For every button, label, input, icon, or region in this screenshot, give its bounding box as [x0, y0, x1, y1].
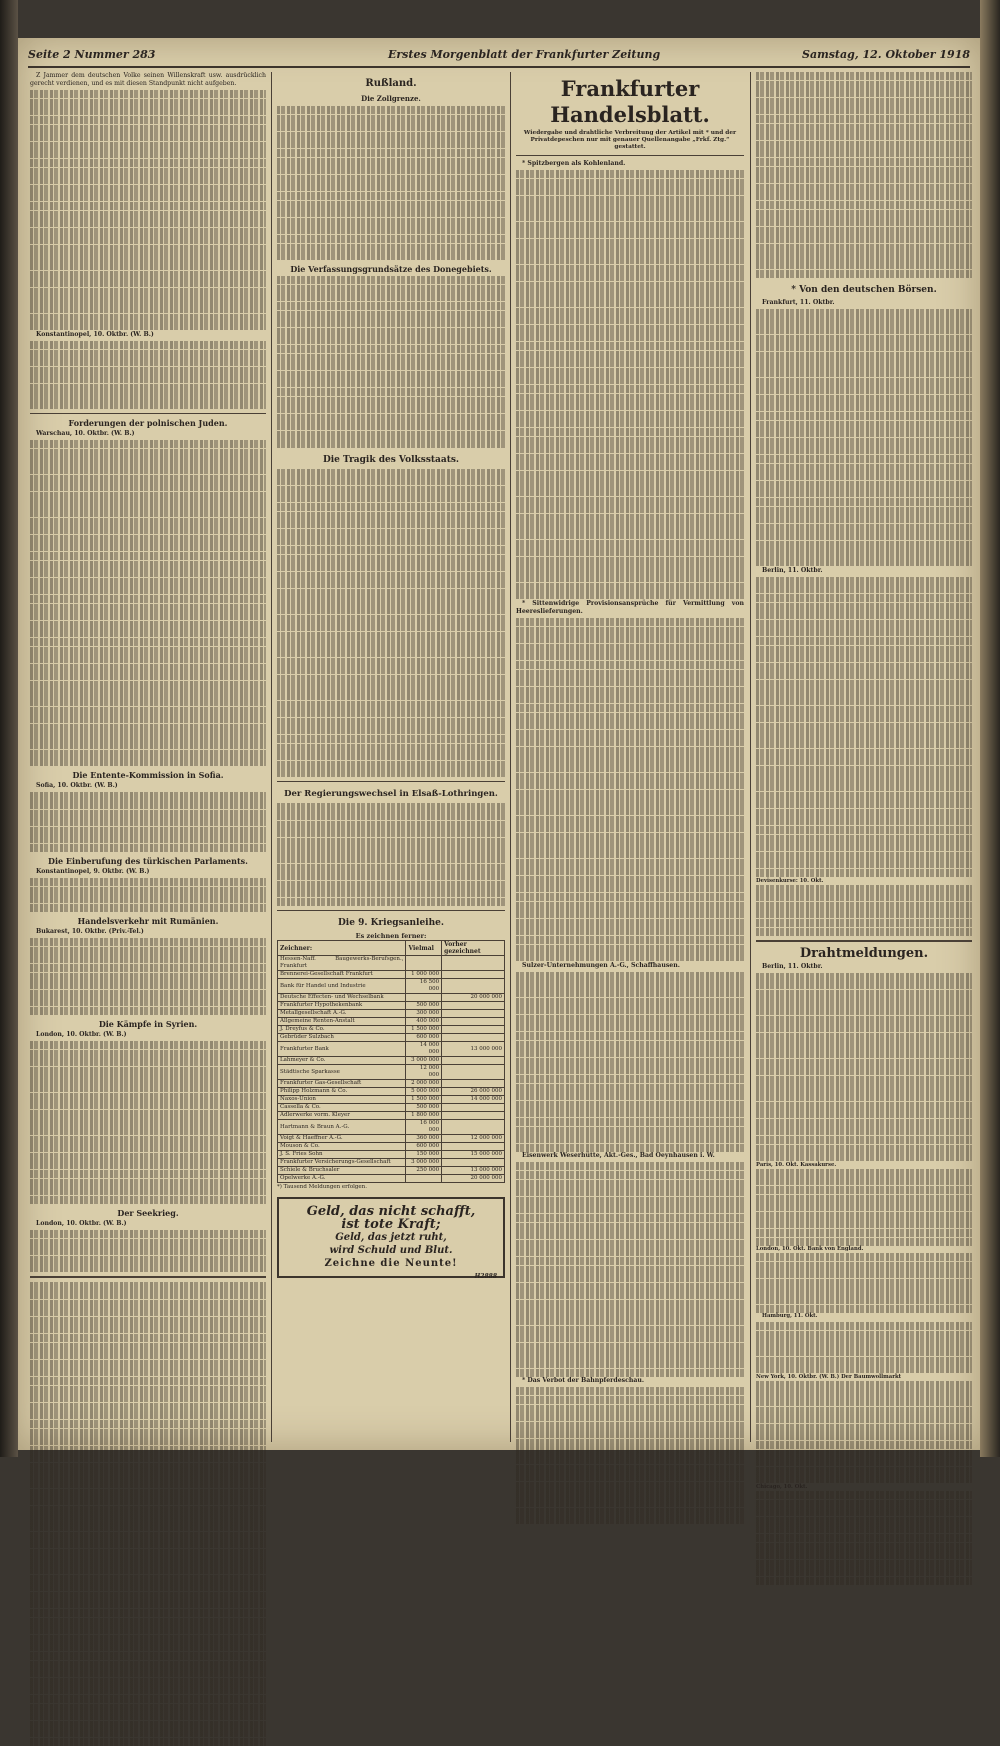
body-text: [277, 106, 505, 260]
body-text: [30, 878, 266, 912]
loan-row: [278, 1167, 505, 1175]
loan-amount: [442, 1010, 505, 1018]
loan-subscriber: Voigt & Haeffner A.-G.: [278, 1135, 406, 1143]
headline: * Von den deutschen Börsen.: [791, 284, 937, 295]
loan-amount: 15 000 000: [442, 1151, 505, 1159]
loan-subscriber: Metallgesellschaft A.-G.: [278, 1010, 406, 1018]
loan-subscriber: Brennerei-Gesellschaft Frankfurt: [278, 971, 406, 979]
loan-amount: 16 000 000: [406, 1120, 442, 1135]
loan-row: [278, 1096, 505, 1104]
ad-line: Geld, das nicht schafft,: [306, 1204, 476, 1220]
loan-row: [278, 1010, 505, 1018]
headline: Forderungen der polnischen Juden.: [68, 418, 228, 429]
loan-subscriber: Hartmann & Braun A.-G.: [278, 1120, 406, 1135]
market-label: London, 10. Okt. Bank von England.: [756, 1246, 864, 1253]
loan-amount: [442, 1104, 505, 1112]
headline: Die Tragik des Volksstaats.: [322, 454, 460, 465]
body-text: [756, 577, 972, 877]
headline: Die 9. Kriegsanleihe.: [337, 918, 445, 929]
loan-footnote: *) Tausend Meldungen erfolgen.: [277, 1184, 367, 1191]
article-title: Eisenwerk Weserhütte, Akt.-Ges., Bad Oeynhausen i. W.: [522, 1152, 715, 1160]
body-text: [30, 1230, 266, 1272]
loan-subscriber: Frankfurter Versicherungs-Gesellschaft: [278, 1159, 406, 1167]
loan-amount: [406, 1175, 442, 1183]
loan-row: [278, 1112, 505, 1120]
book-binding: [0, 0, 18, 1457]
loan-row: [278, 1088, 505, 1096]
loan-amount: 1 500 000: [406, 1096, 442, 1104]
loan-amount: 14 000 000: [442, 1096, 505, 1104]
headline: Rußland.: [365, 78, 417, 89]
body-text: [30, 440, 266, 766]
article-title: * Sittenwidrige Provisionsansprüche für Vermittlung von Heereslieferungen.: [516, 599, 744, 615]
body-text: [30, 792, 266, 852]
body-text: [277, 469, 505, 778]
loan-row: [278, 1151, 505, 1159]
headline: Die Zollgrenze.: [361, 94, 421, 103]
loan-row: [278, 1104, 505, 1112]
market-label: Devisenkurse: 10. Okt.: [756, 877, 824, 884]
loan-amount: 3 000 000: [406, 1159, 442, 1167]
column-2: [277, 72, 505, 1442]
loan-row: [278, 1002, 505, 1010]
loan-amount: 20 000 000: [442, 1175, 505, 1183]
loan-subscriber: Gebrüder Sulzbach: [278, 1034, 406, 1042]
loan-col-header: Vorher gezeichnet: [442, 941, 505, 956]
section-masthead: Frankfurter Handelsblatt.: [550, 76, 710, 127]
loan-amount: [442, 1057, 505, 1065]
loan-amount: 12 000 000: [406, 1065, 442, 1080]
loan-subscriber: Allgemeine Renten-Anstalt: [278, 1018, 406, 1026]
loan-amount: 1 000 000: [406, 971, 442, 979]
loan-amount: [442, 956, 505, 971]
loan-subscriber: Deutsche Effecten- und Wechselbank: [278, 994, 406, 1002]
loan-subscriber: Mouson & Co.: [278, 1143, 406, 1151]
loan-subtitle: Es zeichnen ferner:: [355, 932, 427, 941]
headline: Die Einberufung des türkischen Parlaments.: [48, 856, 248, 867]
loan-amount: 13 000 000: [442, 1167, 505, 1175]
loan-row: [278, 1159, 505, 1167]
loan-subscriber: Hessen-Naff. Baugewerks-Berufsgen., Frankfurt: [278, 956, 406, 971]
loan-amount: [442, 971, 505, 979]
ad-line: Geld, das jetzt ruht,: [335, 1232, 447, 1244]
loan-row: [278, 994, 505, 1002]
body-text: [516, 170, 744, 599]
loan-amount: 2 000 000: [406, 1080, 442, 1088]
body-text: [516, 618, 744, 961]
market-label: Chicago, 10. Okt.: [756, 1483, 808, 1490]
dateline: Hamburg, 11. Okt.: [762, 1313, 818, 1320]
body-text: [30, 938, 266, 1015]
loan-amount: 360 000: [406, 1135, 442, 1143]
article-title: * Spitzbergen als Kohlenland.: [522, 160, 626, 167]
loan-amount: 500 000: [406, 1104, 442, 1112]
loan-amount: 300 000: [406, 1010, 442, 1018]
loan-row: [278, 1057, 505, 1065]
feuilleton-text: [30, 1282, 266, 1746]
dateline: Konstantinopel, 9. Oktbr. (W. B.): [36, 868, 150, 876]
ad-line: Zeichne die Neunte!: [324, 1258, 458, 1270]
headline: Die Kämpfe in Syrien.: [98, 1018, 198, 1029]
loan-subscriber: Frankfurter Hypothekenbank: [278, 1002, 406, 1010]
ad-code: H2888: [474, 1273, 497, 1281]
headline: Die Entente-Kommission in Sofia.: [72, 770, 224, 781]
headline: Der Regierungswechsel in Elsaß-Lothringen.: [284, 789, 498, 800]
loan-row: [278, 1080, 505, 1088]
loan-subscriber: Städtische Sparkasse: [278, 1065, 406, 1080]
page-header: [28, 46, 970, 68]
ad-line: ist tote Kraft;: [341, 1217, 441, 1233]
loan-col-header: Vielmal: [406, 941, 442, 956]
headline: Der Seekrieg.: [117, 1207, 179, 1218]
loan-amount: 13 000 000: [442, 1042, 505, 1057]
body-text: [516, 972, 744, 1152]
loan-subscriber: Naxos-Union: [278, 1096, 406, 1104]
page-edge: [980, 0, 1000, 1457]
loan-amount: [442, 1018, 505, 1026]
dateline: London, 10. Oktbr. (W. B.): [36, 1030, 127, 1038]
loan-row: [278, 971, 505, 979]
loan-subscriber: Opelwerke A.-G.: [278, 1175, 406, 1183]
body-text: [277, 276, 505, 447]
body-text: [30, 341, 266, 409]
loan-amount: [442, 1080, 505, 1088]
loan-amount: 500 000: [406, 1002, 442, 1010]
loan-subscriber: Schiele & Bruchsaler: [278, 1167, 406, 1175]
loan-amount: 400 000: [406, 1018, 442, 1026]
newspaper-page: [18, 38, 980, 1490]
loan-amount: [442, 979, 505, 994]
loan-amount: 14 000 000: [406, 1042, 442, 1057]
loan-amount: [406, 956, 442, 971]
ad-line: wird Schuld und Blut.: [329, 1245, 453, 1257]
loan-amount: [442, 1065, 505, 1080]
column-rule: [271, 72, 272, 1442]
headline: Drahtmeldungen.: [799, 945, 929, 961]
loan-col-header: Zeichner:: [278, 941, 406, 956]
article-title: Sulzer-Unternehmungen A.-G., Schaffhausen.: [522, 961, 680, 969]
market-table: [756, 878, 972, 936]
loan-amount: [442, 1159, 505, 1167]
loan-amount: 3 000 000: [406, 1057, 442, 1065]
loan-amount: [442, 1143, 505, 1151]
loan-amount: [442, 1112, 505, 1120]
dateline: Konstantinopel, 10. Oktbr. (W. B.): [36, 330, 154, 338]
column-rule: [510, 72, 511, 1442]
loan-row: [278, 1042, 505, 1057]
body-text: [756, 72, 972, 278]
issue-date: Samstag, 12. Oktober 1918: [802, 48, 970, 61]
war-loan-advert: [277, 1197, 505, 1281]
loan-amount: 600 000: [406, 1034, 442, 1042]
market-label: New York, 10. Oktbr. (W. B.) Der Baumwollmarkt: [756, 1373, 902, 1380]
loan-amount: 20 000 000: [442, 994, 505, 1002]
market-label: Paris, 10. Okt. Kassakurse.: [756, 1161, 837, 1168]
market-table: [756, 1162, 972, 1585]
loan-row: [278, 1065, 505, 1080]
loan-amount: 600 000: [406, 1143, 442, 1151]
page-number: Seite 2 Nummer 283: [28, 48, 156, 61]
loan-amount: [442, 1002, 505, 1010]
loan-row: [278, 956, 505, 971]
dateline: Berlin, 11. Oktbr.: [762, 962, 823, 970]
loan-subscriber: Philipp Holzmann & Co.: [278, 1088, 406, 1096]
loan-amount: 26 000 000: [442, 1088, 505, 1096]
section-notice: Wiedergabe und drahtliche Verbreitung der Artikel mit * und der Privatdepeschen nur mit genauer Quellenangabe „Frkf. Ztg.“ gestattet.: [523, 130, 737, 150]
intro-text: Z Jammer dem deutschen Volke seinen Willenskraft usw. ausdrücklich gerecht verdienen, und es mit diesen Standpunkt nicht aufgeben.: [30, 72, 266, 88]
dateline: Warschau, 10. Oktbr. (W. B.): [36, 430, 135, 438]
loan-subscriber: Frankfurter Bank: [278, 1042, 406, 1057]
loan-amount: [442, 1034, 505, 1042]
loan-amount: 5 000 000: [406, 1088, 442, 1096]
dateline: London, 10. Oktbr. (W. B.): [36, 1219, 127, 1227]
column-rule: [750, 72, 751, 1442]
loan-amount: 1 500 000: [406, 1026, 442, 1034]
loan-subscriber: J. S. Fries Sohn: [278, 1151, 406, 1159]
loan-amount: [406, 994, 442, 1002]
body-text: [30, 1041, 266, 1204]
body-text: [277, 803, 505, 906]
loan-subscriber: Frankfurter Gas-Gesellschaft: [278, 1080, 406, 1088]
headline: Handelsverkehr mit Rumänien.: [77, 916, 219, 927]
loan-row: [278, 979, 505, 994]
loan-row: [278, 1026, 505, 1034]
loan-amount: 12 000 000: [442, 1135, 505, 1143]
column-3: [516, 72, 744, 1442]
loan-table: [277, 940, 505, 1183]
loan-row: [278, 1143, 505, 1151]
loan-row: [278, 1175, 505, 1183]
dateline: Frankfurt, 11. Oktbr.: [762, 298, 835, 306]
loan-amount: 150 000: [406, 1151, 442, 1159]
loan-subscriber: Cassella & Co.: [278, 1104, 406, 1112]
loan-amount: [442, 1120, 505, 1135]
loan-amount: 1 800 000: [406, 1112, 442, 1120]
newspaper-title: Erstes Morgenblatt der Frankfurter Zeitung: [388, 48, 661, 61]
body-text: [756, 973, 972, 1162]
dateline: Sofia, 10. Oktbr. (W. B.): [36, 782, 118, 790]
body-text: [30, 90, 266, 330]
loan-subscriber: Adlerwerke vorm. Kleyer: [278, 1112, 406, 1120]
loan-row: [278, 1135, 505, 1143]
headline: Die Verfassungsgrundsätze des Donegebiets.: [290, 264, 492, 275]
loan-row: [278, 1018, 505, 1026]
loan-subscriber: J. Dreyfus & Co.: [278, 1026, 406, 1034]
loan-row: [278, 1034, 505, 1042]
body-text: [516, 1162, 744, 1376]
body-text: [516, 1387, 744, 1524]
loan-amount: [442, 1026, 505, 1034]
dateline: Bukarest, 10. Oktbr. (Priv.-Tel.): [36, 928, 144, 936]
loan-amount: 16 500 000: [406, 979, 442, 994]
column-1: [30, 72, 266, 1442]
loan-subscriber: Bank für Handel und Industrie: [278, 979, 406, 994]
dateline: Berlin, 11. Oktbr.: [762, 566, 823, 574]
loan-row: [278, 1120, 505, 1135]
loan-subscriber: Lahmeyer & Co.: [278, 1057, 406, 1065]
article-title: * Das Verbot der Bahnpferdeschau.: [522, 1377, 645, 1385]
column-4: [756, 72, 972, 1490]
body-text: [756, 309, 972, 566]
loan-amount: 250 000: [406, 1167, 442, 1175]
